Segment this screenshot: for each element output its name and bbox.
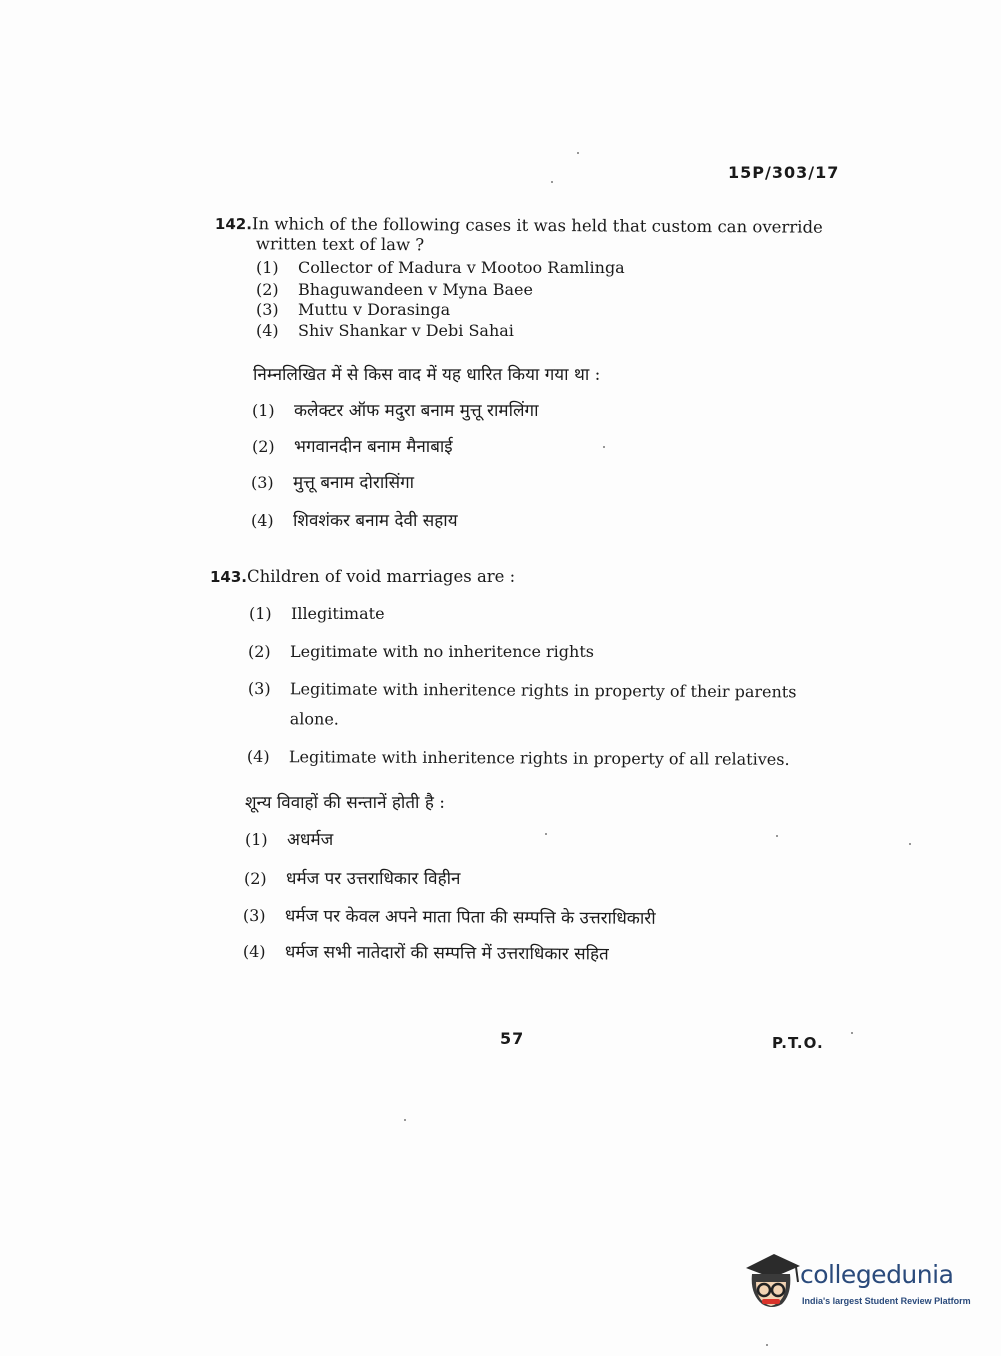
q142-option-en-3 — [256, 300, 450, 320]
option-number: (1) — [256, 258, 279, 277]
brand-name: collegedunia — [800, 1260, 954, 1289]
option-text: शिवशंकर बनाम देवी सहाय — [293, 511, 458, 531]
option-text: Muttu v Dorasinga — [298, 300, 451, 319]
q142-option-hi-1 — [252, 400, 538, 422]
option-text: भगवानदीन बनाम मैनाबाई — [294, 437, 453, 457]
option-text: Shiv Shankar v Debi Sahai — [298, 321, 514, 340]
option-text-continued: alone. — [289, 709, 339, 729]
q143-option-hi-3 — [243, 905, 656, 930]
option-text: Legitimate with inheritence rights in property of their parents — [289, 679, 797, 702]
option-text: Legitimate with inheritence rights in property of all relatives. — [288, 747, 790, 769]
option-number: (1) — [249, 604, 272, 623]
brand-tagline: India's largest Student Review Platform — [802, 1296, 971, 1306]
page-number: 57 — [500, 1029, 525, 1048]
q143-option-en-1 — [249, 604, 385, 624]
option-text: धर्मज पर उत्तराधिकार विहीन — [286, 869, 461, 889]
scan-speck — [766, 1344, 768, 1346]
scan-speck — [404, 1119, 406, 1121]
q142-option-hi-4 — [251, 510, 458, 532]
option-number: (1) — [252, 401, 275, 420]
q142-option-hi-3 — [251, 472, 414, 494]
option-number: (2) — [248, 642, 271, 661]
scan-speck — [545, 833, 547, 835]
q142-option-en-2 — [256, 280, 533, 300]
question-143 — [210, 567, 515, 587]
q143-option-en-4 — [247, 747, 790, 770]
scan-speck — [603, 446, 605, 448]
q142-option-en-1 — [256, 258, 625, 278]
option-text: मुत्तू बनाम दोरासिंगा — [293, 473, 415, 493]
paper-code: 15P/303/17 — [728, 163, 840, 182]
scan-speck — [851, 1032, 853, 1034]
question-142 — [215, 214, 855, 258]
option-number: (1) — [245, 830, 268, 849]
option-number: (3) — [247, 679, 271, 699]
option-text: अधर्मज — [287, 830, 334, 850]
option-number: (3) — [251, 473, 274, 492]
question-text-line1: In which of the following cases it was held that custom can override — [251, 214, 823, 237]
question-text: Children of void marriages are : — [247, 567, 516, 586]
q142-hindi-text: निम्नलिखित में से किस वाद में यह धारित किया गया था : — [253, 365, 601, 385]
option-text: Legitimate with no inheritence rights — [290, 642, 594, 661]
question-text-line2: written text of law ? — [255, 234, 425, 255]
scan-speck — [776, 835, 778, 837]
option-number: (2) — [252, 437, 275, 456]
option-number: (3) — [242, 906, 266, 926]
option-number: (4) — [242, 942, 266, 962]
question-number: 142. — [214, 214, 253, 234]
option-text: धर्मज सभी नातेदारों की सम्पत्ति में उत्तराधिकार सहित — [284, 942, 609, 965]
option-number: (2) — [244, 869, 267, 888]
q143-option-hi-2 — [244, 868, 460, 890]
q143-option-en-2 — [248, 642, 594, 662]
q143-option-en-3 — [248, 679, 797, 732]
collegedunia-watermark — [742, 1248, 972, 1316]
q142-option-en-4 — [256, 321, 514, 341]
scan-speck — [551, 181, 553, 183]
option-text: Collector of Madura v Mootoo Ramlinga — [298, 258, 625, 277]
question-number: 143. — [210, 568, 248, 586]
option-text: Bhaguwandeen v Myna Baee — [298, 280, 533, 299]
student-mascot-icon — [742, 1248, 802, 1314]
option-number: (4) — [251, 511, 274, 530]
q143-option-hi-4 — [243, 941, 609, 966]
option-number: (3) — [256, 300, 279, 319]
option-number: (4) — [256, 321, 279, 340]
pto-label: P.T.O. — [772, 1034, 824, 1052]
scan-speck — [577, 152, 579, 154]
option-text: धर्मज पर केवल अपने माता पिता की सम्पत्ति के उत्तराधिकारी — [284, 906, 656, 929]
option-text: कलेक्टर ऑफ मदुरा बनाम मुत्तू रामलिंगा — [294, 401, 539, 421]
q142-option-hi-2 — [252, 436, 453, 458]
option-number: (4) — [246, 747, 270, 767]
option-text: Illegitimate — [291, 604, 385, 623]
q143-hindi-text: शून्य विवाहों की सन्तानें होती है : — [245, 793, 445, 813]
option-number: (2) — [256, 280, 279, 299]
scan-speck — [909, 843, 911, 845]
q143-option-hi-1 — [245, 829, 333, 851]
